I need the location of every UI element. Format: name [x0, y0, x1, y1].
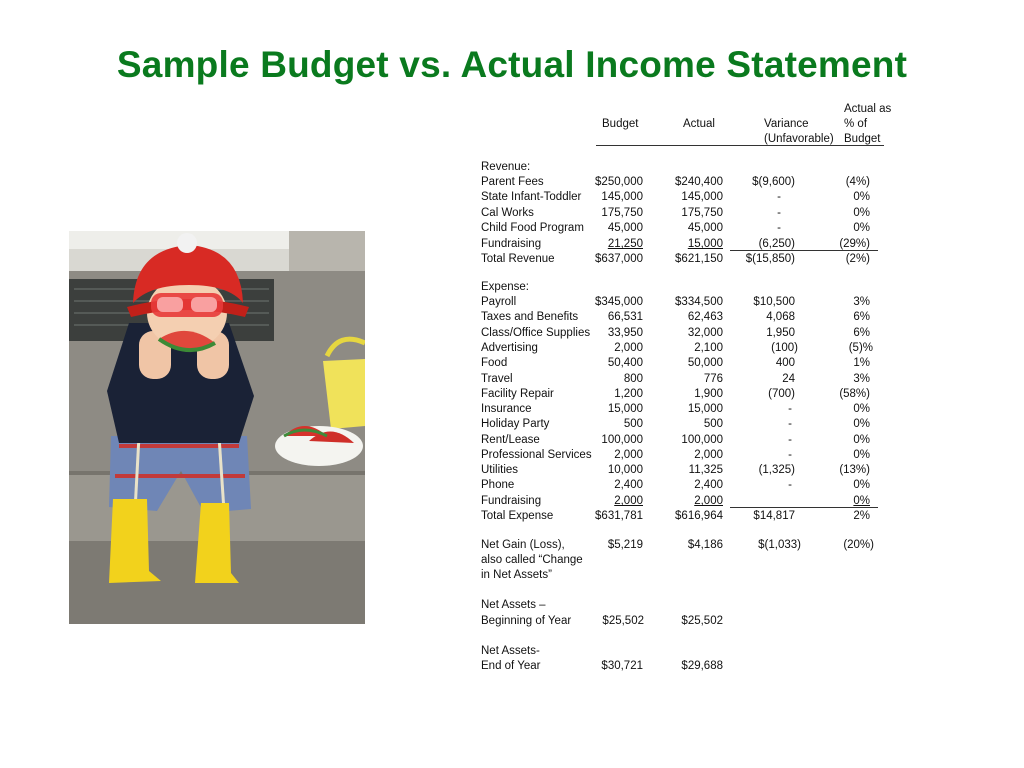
- total-expense-actual: $616,964: [675, 510, 723, 522]
- row-pct: 0%: [853, 418, 870, 430]
- row-label: Parent Fees: [481, 176, 544, 188]
- net-assets-begin-actual: $25,502: [681, 615, 723, 627]
- net-assets-begin-budget: $25,502: [602, 615, 644, 627]
- row-budget: $345,000: [595, 296, 643, 308]
- row-pct: 0%: [853, 403, 870, 415]
- header-pct-3: Budget: [844, 133, 881, 145]
- row-budget: 2,000: [614, 495, 643, 507]
- row-actual: 50,000: [687, 357, 723, 369]
- row-actual: 175,750: [681, 207, 723, 219]
- row-budget: 2,000: [614, 449, 643, 461]
- row-variance: -: [788, 449, 792, 461]
- row-label: Utilities: [481, 464, 519, 476]
- row-variance: -: [788, 418, 792, 430]
- net-gain-label-1: Net Gain (Loss),: [481, 539, 565, 551]
- total-expense-variance: $14,817: [753, 510, 795, 522]
- row-budget: 100,000: [601, 434, 643, 446]
- net-assets-begin-label-2: Beginning of Year: [481, 615, 572, 627]
- net-gain-pct: (20%): [843, 539, 874, 551]
- row-label: Fundraising: [481, 495, 542, 507]
- total-revenue-budget: $637,000: [595, 253, 643, 265]
- row-pct: 1%: [853, 357, 870, 369]
- row-actual: $240,400: [675, 176, 723, 188]
- row-budget: 33,950: [607, 327, 643, 339]
- row-actual: 2,400: [694, 479, 723, 491]
- row-budget: 2,000: [614, 342, 643, 354]
- header-pct-2: % of: [844, 118, 868, 130]
- total-expense-label: Total Expense: [481, 510, 554, 522]
- row-pct: 3%: [853, 296, 870, 308]
- row-variance: (100): [771, 342, 798, 354]
- row-label: Fundraising: [481, 238, 542, 250]
- row-budget: 175,750: [601, 207, 643, 219]
- header-budget: Budget: [602, 118, 639, 130]
- total-revenue-actual: $621,150: [675, 253, 723, 265]
- row-pct: 0%: [853, 191, 870, 203]
- net-assets-end-label-2: End of Year: [481, 660, 541, 672]
- photo-illustration: [69, 231, 365, 624]
- row-label: Holiday Party: [481, 418, 550, 430]
- row-pct: 0%: [853, 207, 870, 219]
- row-variance: -: [788, 479, 792, 491]
- row-actual: 15,000: [687, 238, 723, 250]
- row-budget: 10,000: [607, 464, 643, 476]
- row-pct: 0%: [853, 222, 870, 234]
- row-actual: 2,000: [694, 495, 723, 507]
- row-budget: 800: [623, 373, 643, 385]
- row-variance: $(9,600): [752, 176, 795, 188]
- row-budget: 2,400: [614, 479, 643, 491]
- row-pct: 0%: [853, 495, 870, 507]
- row-variance: 24: [782, 373, 795, 385]
- net-assets-end-actual: $29,688: [681, 660, 723, 672]
- row-budget: 1,200: [614, 388, 643, 400]
- net-gain-label-3: in Net Assets”: [481, 569, 552, 581]
- row-label: Professional Services: [481, 449, 592, 461]
- row-variance: (1,325): [758, 464, 795, 476]
- row-budget: 45,000: [607, 222, 643, 234]
- row-variance: 400: [775, 357, 795, 369]
- revenue-heading: Revenue:: [481, 161, 531, 173]
- row-pct: 0%: [853, 479, 870, 491]
- row-label: Child Food Program: [481, 222, 584, 234]
- row-budget: 21,250: [607, 238, 643, 250]
- net-gain-actual: $4,186: [687, 539, 723, 551]
- row-variance: (700): [768, 388, 795, 400]
- row-budget: 15,000: [607, 403, 643, 415]
- revenue-subtotal-rule: [730, 250, 878, 251]
- row-label: Advertising: [481, 342, 538, 354]
- row-label: Phone: [481, 479, 515, 491]
- row-label: Payroll: [481, 296, 517, 308]
- net-gain-label-2: also called “Change: [481, 554, 583, 566]
- row-actual: 2,100: [694, 342, 723, 354]
- row-actual: 145,000: [681, 191, 723, 203]
- row-actual: 100,000: [681, 434, 723, 446]
- row-actual: 2,000: [694, 449, 723, 461]
- expense-subtotal-rule: [730, 507, 878, 508]
- row-actual: 776: [703, 373, 723, 385]
- row-pct: 6%: [853, 327, 870, 339]
- row-pct: 0%: [853, 434, 870, 446]
- slide-title: Sample Budget vs. Actual Income Statement: [116, 44, 908, 85]
- child-eating-watermelon-photo: [69, 231, 365, 624]
- row-budget: 66,531: [607, 311, 643, 323]
- row-actual: 500: [703, 418, 723, 430]
- row-variance: -: [777, 191, 781, 203]
- total-expense-budget: $631,781: [595, 510, 643, 522]
- header-variance-1: Variance: [764, 118, 809, 130]
- row-label: Rent/Lease: [481, 434, 540, 446]
- row-pct: (4%): [845, 176, 870, 188]
- net-assets-end-label-1: Net Assets-: [481, 645, 540, 657]
- net-gain-variance: $(1,033): [758, 539, 801, 551]
- row-label: Travel: [481, 373, 513, 385]
- row-actual: 45,000: [687, 222, 723, 234]
- net-gain-budget: $5,219: [607, 539, 643, 551]
- total-expense-pct: 2%: [853, 510, 870, 522]
- row-actual: 32,000: [687, 327, 723, 339]
- row-pct: (5)%: [848, 342, 873, 354]
- total-revenue-label: Total Revenue: [481, 253, 555, 265]
- row-budget: 50,400: [607, 357, 643, 369]
- row-pct: (13%): [839, 464, 870, 476]
- row-pct: 6%: [853, 311, 870, 323]
- net-assets-end-budget: $30,721: [601, 660, 643, 672]
- row-variance: -: [777, 207, 781, 219]
- row-variance: -: [788, 434, 792, 446]
- row-actual: 15,000: [687, 403, 723, 415]
- row-variance: 1,950: [766, 327, 795, 339]
- row-variance: $10,500: [753, 296, 795, 308]
- header-actual: Actual: [683, 118, 715, 130]
- row-pct: (58%): [839, 388, 870, 400]
- row-label: Facility Repair: [481, 388, 554, 400]
- header-rule: [596, 145, 884, 146]
- row-variance: -: [777, 222, 781, 234]
- row-actual: 11,325: [688, 464, 723, 476]
- net-assets-begin-label-1: Net Assets –: [481, 599, 546, 611]
- row-budget: 145,000: [601, 191, 643, 203]
- row-pct: 0%: [853, 449, 870, 461]
- row-variance: (6,250): [758, 238, 795, 250]
- row-label: Taxes and Benefits: [481, 311, 579, 323]
- total-revenue-pct: (2%): [845, 253, 870, 265]
- expense-heading: Expense:: [481, 281, 529, 293]
- row-label: Class/Office Supplies: [481, 327, 591, 339]
- row-pct: 3%: [853, 373, 870, 385]
- row-label: Food: [481, 357, 508, 369]
- row-variance: -: [788, 403, 792, 415]
- row-variance: 4,068: [766, 311, 795, 323]
- row-actual: 1,900: [694, 388, 723, 400]
- row-label: Insurance: [481, 403, 532, 415]
- row-actual: $334,500: [675, 296, 723, 308]
- total-revenue-variance: $(15,850): [745, 253, 795, 265]
- header-variance-2: (Unfavorable): [764, 133, 834, 145]
- header-pct-1: Actual as: [844, 103, 892, 115]
- row-label: State Infant-Toddler: [481, 191, 582, 203]
- row-budget: $250,000: [595, 176, 643, 188]
- row-budget: 500: [623, 418, 643, 430]
- row-label: Cal Works: [481, 207, 534, 219]
- row-actual: 62,463: [687, 311, 723, 323]
- row-pct: (29%): [839, 238, 870, 250]
